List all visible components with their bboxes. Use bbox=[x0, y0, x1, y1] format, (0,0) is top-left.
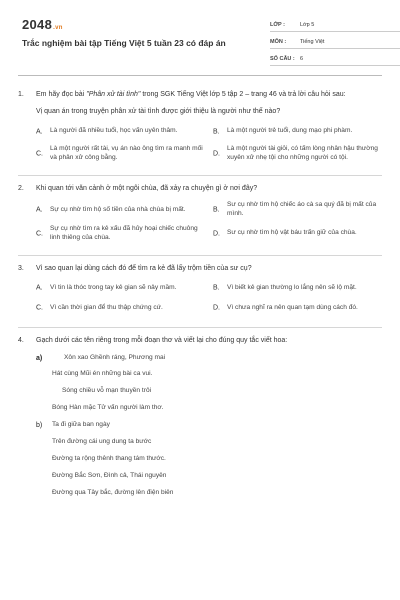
question-subtext: Vị quan án trong truyện phân xử tài tình được giới thiệu là người như thế nào? bbox=[36, 108, 281, 116]
option-d[interactable]: D. Sư cụ nhờ tìm hộ vật báu trấn giữ của chùa. bbox=[213, 229, 357, 238]
poem-line: Trên đường cái ung dung ta bước bbox=[52, 437, 152, 445]
info-row-class: LỚP : Lớp 5 bbox=[270, 18, 400, 32]
options-grid bbox=[36, 281, 382, 321]
poem-line: Đường ta rộng thênh thang tám thước. bbox=[52, 454, 166, 462]
option-b[interactable]: B. Sư cụ nhờ tìm hộ chiếc áo cà sa quý đã bị mất của mình. bbox=[213, 201, 377, 217]
option-b[interactable]: B. Là một người trẻ tuổi, dung mạo phi phàm. bbox=[213, 127, 353, 136]
info-row-count: SỐ CÂU : 6 bbox=[270, 52, 400, 66]
options-grid bbox=[36, 125, 382, 169]
option-a[interactable]: A. Vì tin là thóc trong tay kẻ gian sẽ nảy mầm. bbox=[36, 283, 177, 292]
question-text: Vì sao quan lại dùng cách đó để tìm ra kẻ đã lấy trộm tiền của sư cụ? bbox=[36, 264, 252, 272]
part-a: a) Xôn xao Ghềnh ráng, Phương mai Hát cùng Mũi én những bài ca vui. Sóng chiều vỗ mạn thuyền trôi Bóng Hàn mặc Tử vấn người làm thơ. bbox=[36, 354, 382, 414]
option-c[interactable]: C. Là một người rất tài, vụ án nào ông tìm ra manh mối và phân xử công bằng. bbox=[36, 144, 203, 161]
option-c[interactable]: C. Vì cần thời gian để thu thập chứng cứ. bbox=[36, 303, 163, 312]
poem-line: Xôn xao Ghềnh ráng, Phương mai bbox=[64, 353, 166, 361]
poem-line: Bóng Hàn mặc Tử vấn người làm thơ. bbox=[52, 404, 164, 412]
question-text: Gạch dưới các tên riêng trong mỗi đoạn thơ và viết lại cho đúng quy tắc viết hoa: bbox=[36, 337, 288, 345]
option-b[interactable]: B. Vì biết kẻ gian thường lo lắng nên sẽ lộ mặt. bbox=[213, 283, 357, 292]
question-text: Khi quan tới văn cảnh ở một ngôi chùa, đã xảy ra chuyện gì ở nơi đây? bbox=[36, 184, 258, 192]
question-4: 4. Gạch dưới các tên riêng trong mỗi đoạn thơ và viết lại cho đúng quy tắc viết hoa: a) Xôn xao Ghềnh ráng, Phương mai Hát cùng Mũi én những bài ca vui. Sóng chiều vỗ mạn thuyền trôi Bóng Hàn mặc Tử vấn người làm thơ. b) Ta đi giữa ban ngày Trên đường cái ung dung ta bước Đường ta rộng thênh thang tám thước. Đường Bắc Sơn, Đình cả, Thái nguyên Đường qua Tây bắc, đường lên điện biên bbox=[18, 336, 382, 497]
option-a[interactable]: A. Sự cụ nhờ tìm hộ số tiền của nhà chùa bị mất. bbox=[36, 205, 186, 214]
divider bbox=[18, 327, 382, 328]
info-panel bbox=[270, 18, 400, 69]
option-d[interactable]: D. Vì chưa nghĩ ra nên quan tạm dùng cách đó. bbox=[213, 303, 358, 312]
question-3: 3. Vì sao quan lại dùng cách đó để tìm ra kẻ đã lấy trộm tiền của sư cụ? A. Vì tin là thóc trong tay kẻ gian sẽ nảy mầm. B. Vì biết kẻ gian thường lo lắng nên sẽ lộ mặt. C. Vì cần thời gian để thu thập chứng cứ. D. Vì chưa nghĩ ra nên quan tạm dùng cách đó. bbox=[18, 264, 382, 321]
divider bbox=[18, 255, 382, 256]
poem-line: Đường Bắc Sơn, Đình cả, Thái nguyên bbox=[52, 471, 167, 479]
option-c[interactable]: C. Sự cụ nhờ tìm ra kẻ xấu đã hủy hoại chiếc chuông linh thiêng của chùa. bbox=[36, 224, 198, 241]
poem-line: Ta đi giữa ban ngày bbox=[52, 421, 110, 429]
divider bbox=[18, 175, 382, 176]
poem-line: Đường qua Tây bắc, đường lên điện biên bbox=[52, 488, 174, 496]
page-title: Trắc nghiệm bài tập Tiếng Việt 5 tuần 23 có đáp án bbox=[22, 38, 226, 48]
page-header bbox=[18, 10, 382, 76]
question-text: Em hãy đọc bài "Phân xử tài tình" trong SGK Tiếng Việt lớp 5 tập 2 – trang 46 và trả lời câu hỏi sau: bbox=[36, 91, 346, 98]
info-row-subject: MÔN : Tiếng Việt bbox=[270, 35, 400, 49]
question-1: 1. Em hãy đọc bài "Phân xử tài tình" trong SGK Tiếng Việt lớp 5 tập 2 – trang 46 và trả lời câu hỏi sau: Vị quan án trong truyện phân xử tài tình được giới thiệu là người như thế nào? A. Là người đã nhiều tuổi, học vấn uyên thâm. B. Là một người trẻ tuổi, dung mạo phi phàm. C. Là một người rất tài, vụ án nào ông tìm ra manh mối và phân xử công bằng. D. Là một người tài giỏi, có tấm lòng nhân hậu thường xuyên xử nhẹ tội cho những người có tội. bbox=[18, 90, 382, 169]
poem-line: Hát cùng Mũi én những bài ca vui. bbox=[52, 370, 153, 378]
options-grid bbox=[36, 201, 382, 249]
option-a[interactable]: A. Là người đã nhiều tuổi, học vấn uyên thâm. bbox=[36, 127, 178, 136]
option-d[interactable]: D. Là một người tài giỏi, có tấm lòng nhân hậu thường xuyên xử nhẹ tội cho những người có tội. bbox=[213, 144, 378, 161]
poem-line: Sóng chiều vỗ mạn thuyền trôi bbox=[62, 387, 152, 395]
part-b: b) Ta đi giữa ban ngày Trên đường cái ung dung ta bước Đường ta rộng thênh thang tám thước. Đường Bắc Sơn, Đình cả, Thái nguyên Đường qua Tây bắc, đường lên điện biên bbox=[36, 421, 382, 497]
site-logo[interactable]: 2048.vn bbox=[22, 17, 63, 32]
question-2: 2. Khi quan tới văn cảnh ở một ngôi chùa, đã xảy ra chuyện gì ở nơi đây? A. Sự cụ nhờ tìm hộ số tiền của nhà chùa bị mất. B. Sư cụ nhờ tìm hộ chiếc áo cà sa quý đã bị mất của mình. C. Sự cụ nhờ tìm ra kẻ xấu đã hủy hoại chiếc chuông linh thiêng của chùa. D. Sư cụ nhờ tìm hộ vật báu trấn giữ của chùa. bbox=[18, 184, 382, 249]
